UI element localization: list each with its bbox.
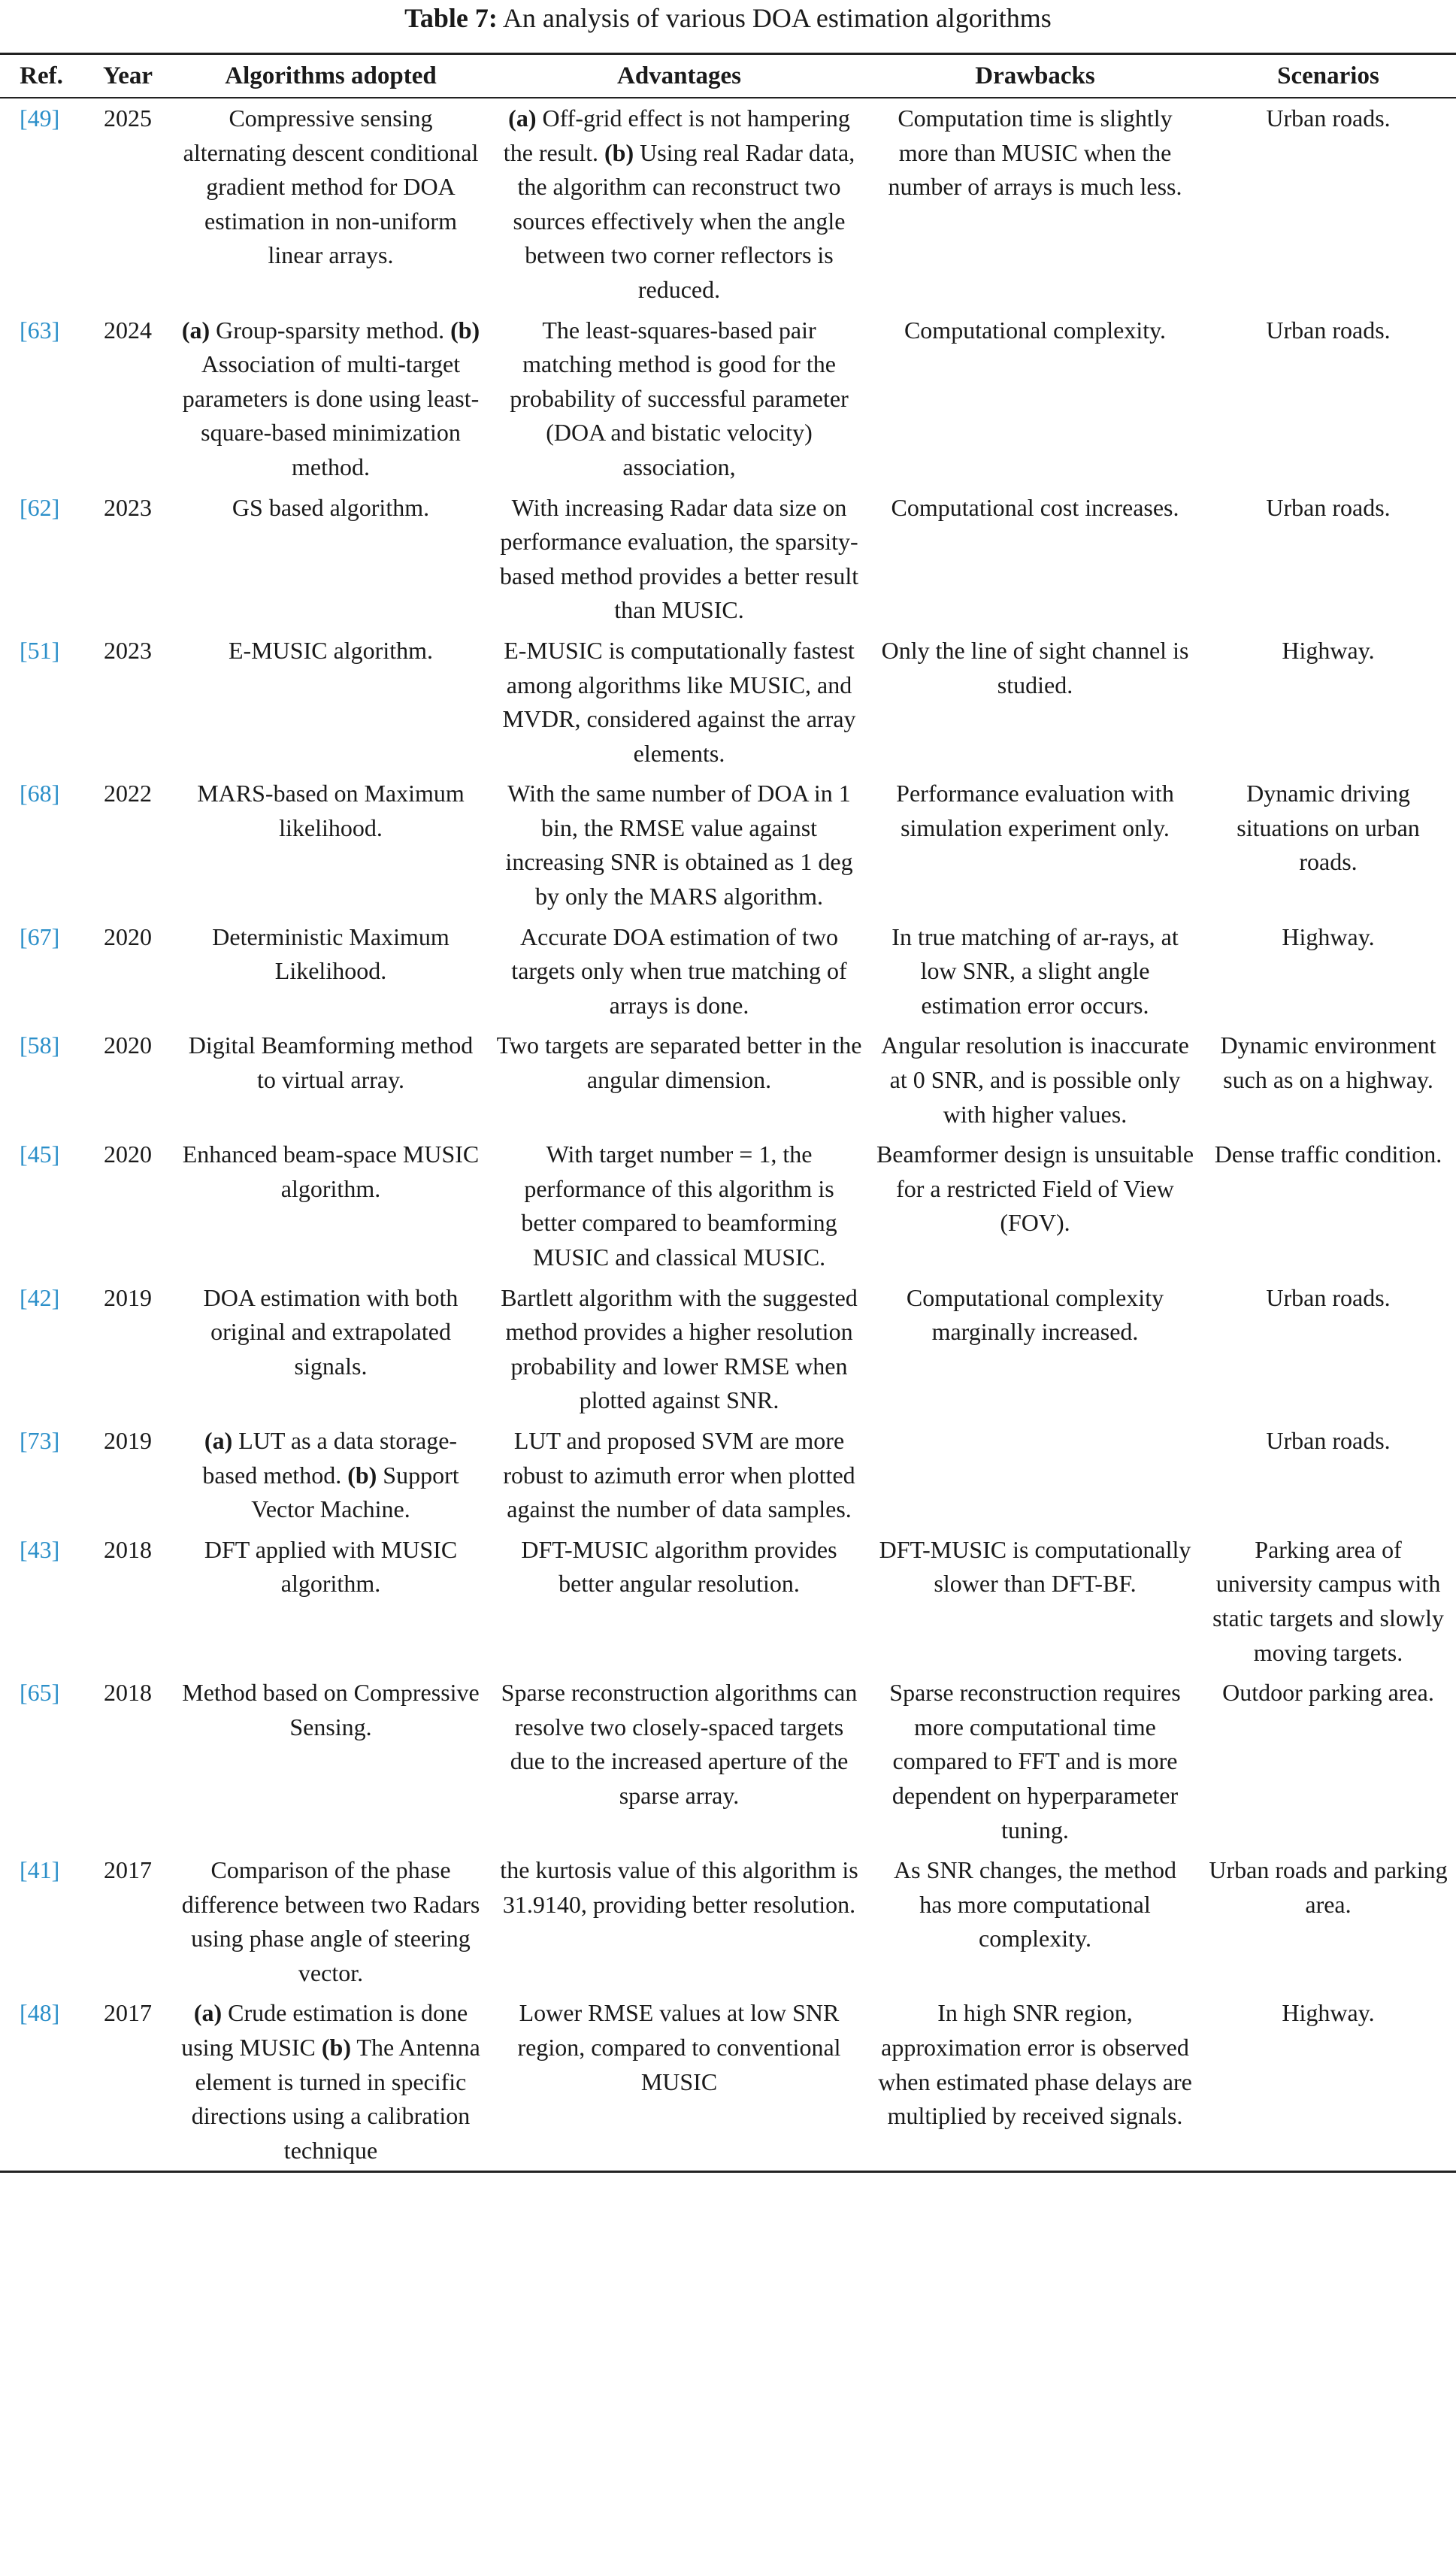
ref-link[interactable]: [58] (20, 1032, 60, 1059)
advantages-cell: With the same number of DOA in 1 bin, the RMSE value against increasing SNR is obtained as 1 deg by only the MARS algorithm. (505, 780, 853, 910)
header-ref: Ref. (0, 54, 83, 98)
advantages-cell: LUT and proposed SVM are more robust to azimuth error when plotted against the number of data samples. (503, 1426, 855, 1523)
algorithms-cell: DOA estimation with both original and extrapolated signals. (203, 1283, 459, 1380)
advantages-cell: Two targets are separated better in the angular dimension. (496, 1032, 862, 1094)
table-row (0, 1530, 1456, 1673)
algorithms-cell (173, 1421, 489, 1530)
scenarios-cell: Urban roads. (1266, 1426, 1391, 1454)
drawbacks-cell: DFT-MUSIC is computationally slower than DFT-BF. (879, 1535, 1191, 1598)
year-cell: 2020 (104, 1032, 152, 1059)
drawbacks-cell: Only the line of sight channel is studied. (881, 636, 1189, 698)
advantages-cell: Bartlett algorithm with the suggested method provides a higher resolution probability and lower RMSE when plotted against SNR. (501, 1283, 858, 1414)
ref-link[interactable]: [73] (20, 1426, 60, 1454)
advantages-cell: Accurate DOA estimation of two targets only when true matching of arrays is done. (511, 922, 847, 1019)
scenarios-cell: Outdoor parking area. (1222, 1679, 1434, 1707)
header-algorithms: Algorithms adopted (173, 54, 489, 98)
table-caption (0, 0, 1456, 48)
advantages-cell: DFT-MUSIC algorithm provides better angular resolution. (521, 1535, 837, 1598)
scenarios-cell: Urban roads. (1266, 493, 1391, 521)
ref-link[interactable]: [42] (20, 1283, 60, 1311)
table-row (0, 1135, 1456, 1277)
drawbacks-cell: Computational complexity marginally increased. (906, 1283, 1164, 1346)
table-row (0, 1850, 1456, 1993)
ref-link[interactable]: [63] (20, 316, 60, 344)
advantages-cell (489, 98, 870, 311)
scenarios-cell: Dynamic driving situations on urban roads. (1237, 780, 1420, 876)
ref-link[interactable]: [43] (20, 1535, 60, 1563)
ref-link[interactable]: [68] (20, 780, 60, 807)
scenarios-cell: Urban roads. (1266, 1283, 1391, 1311)
drawbacks-cell: Sparse reconstruction requires more computational time compared to FFT and is more dependent on hyperparameter tuning. (889, 1679, 1181, 1843)
item-label: (b) (347, 1461, 377, 1489)
table-row (0, 631, 1456, 774)
table-body (0, 98, 1456, 2172)
item-label: (a) (181, 316, 210, 344)
algorithms-cell: GS based algorithm. (232, 493, 430, 521)
scenarios-cell: Dense traffic condition. (1214, 1141, 1442, 1168)
drawbacks-cell: Beamformer design is unsuitable for a restricted Field of View (FOV). (876, 1141, 1194, 1237)
item-text: Using real Radar data, the algorithm can reconstruct two sources effectively when the angle between two corner reflectors is reduced. (513, 138, 855, 303)
item-text: Off-grid effect is not hampering the result. (503, 105, 850, 166)
item-label: (a) (204, 1426, 233, 1454)
algorithms-cell: Enhanced beam-space MUSIC algorithm. (182, 1141, 480, 1202)
table-row (0, 1673, 1456, 1850)
item-text: The Antenna element is turned in specific directions using a calibration technique (191, 2034, 480, 2164)
algorithms-cell: Comparison of the phase difference between two Radars using phase angle of steering vector. (181, 1856, 480, 1986)
ref-link[interactable]: [41] (20, 1856, 60, 1884)
algorithms-cell: E-MUSIC algorithm. (229, 636, 433, 664)
table-row (0, 488, 1456, 631)
year-cell: 2017 (104, 1856, 152, 1884)
ref-link[interactable]: [62] (20, 493, 60, 521)
header-year: Year (83, 54, 173, 98)
ref-link[interactable]: [67] (20, 922, 60, 950)
algorithms-cell: Compressive sensing alternating descent conditional gradient method for DOA estimation in non-uniform linear arrays. (183, 105, 479, 269)
table-row (0, 1421, 1456, 1530)
item-text: Crude estimation is done using MUSIC (181, 1999, 468, 2062)
drawbacks-cell: Computation time is slightly more than MUSIC when the number of arrays is much less. (888, 105, 1182, 201)
scenarios-cell: Dynamic environment such as on a highway. (1220, 1032, 1436, 1094)
header-scenarios: Scenarios (1200, 54, 1456, 98)
drawbacks-cell (870, 1421, 1200, 1530)
year-cell: 2023 (104, 636, 152, 664)
ref-link[interactable]: [65] (20, 1679, 60, 1707)
item-label: (b) (450, 316, 480, 344)
table-row (0, 1993, 1456, 2171)
advantages-cell: Sparse reconstruction algorithms can resolve two closely-spaced targets due to the increased aperture of the sparse array. (501, 1679, 858, 1809)
table-row (0, 311, 1456, 488)
advantages-cell: The least-squares-based pair matching method is good for the probability of successful parameter (DOA and bistatic velocity) association, (510, 316, 849, 480)
year-cell: 2025 (104, 105, 152, 132)
header-advantages: Advantages (489, 54, 870, 98)
scenarios-cell: Highway. (1282, 636, 1375, 664)
table-row (0, 1278, 1456, 1421)
algorithms-cell: Deterministic Maximum Likelihood. (212, 922, 450, 985)
drawbacks-cell: In true matching of ar-rays, at low SNR, a slight angle estimation error occurs. (891, 922, 1179, 1019)
scenarios-cell: Urban roads and parking area. (1209, 1856, 1448, 1918)
item-label: (a) (193, 1999, 222, 2027)
advantages-cell: With increasing Radar data size on performance evaluation, the sparsity-based method provides a better result than MUSIC. (499, 493, 859, 624)
ref-link[interactable]: [49] (20, 105, 60, 132)
algorithms-cell: DFT applied with MUSIC algorithm. (204, 1535, 458, 1598)
item-text: Association of multi-target parameters is done using least-square-based minimization method. (182, 350, 480, 480)
drawbacks-cell: Computational cost increases. (891, 493, 1179, 521)
ref-link[interactable]: [45] (20, 1141, 60, 1168)
scenarios-cell: Highway. (1282, 922, 1375, 950)
caption-text: An analysis of various DOA estimation algorithms (497, 3, 1052, 33)
drawbacks-cell: Performance evaluation with simulation experiment only. (896, 780, 1174, 841)
advantages-cell: Lower RMSE values at low SNR region, compared to conventional MUSIC (517, 1999, 841, 2095)
year-cell: 2022 (104, 780, 152, 807)
item-text: Support Vector Machine. (251, 1461, 459, 1523)
table-row (0, 98, 1456, 311)
drawbacks-cell: Computational complexity. (904, 316, 1167, 344)
drawbacks-cell: As SNR changes, the method has more computational complexity. (894, 1856, 1176, 1953)
year-cell: 2017 (104, 1999, 152, 2027)
year-cell: 2020 (104, 922, 152, 950)
algorithms-cell: Digital Beamforming method to virtual array. (188, 1032, 474, 1094)
scenarios-cell: Urban roads. (1266, 316, 1391, 344)
ref-link[interactable]: [48] (20, 1999, 60, 2027)
year-cell: 2019 (104, 1426, 152, 1454)
advantages-cell: the kurtosis value of this algorithm is 31.9140, providing better resolution. (500, 1856, 858, 1918)
table-row (0, 917, 1456, 1026)
scenarios-cell: Highway. (1282, 1999, 1375, 2027)
table-row (0, 1025, 1456, 1135)
item-label: (b) (321, 2034, 351, 2062)
table-row (0, 774, 1456, 916)
scenarios-cell: Parking area of university campus with static targets and slowly moving targets. (1212, 1535, 1444, 1666)
year-cell: 2023 (104, 493, 152, 521)
algorithms-cell (173, 311, 489, 488)
year-cell: 2024 (104, 316, 152, 344)
item-label: (b) (604, 138, 634, 166)
header-drawbacks: Drawbacks (870, 54, 1200, 98)
year-cell: 2020 (104, 1141, 152, 1168)
advantages-cell: With target number = 1, the performance of this algorithm is better compared to beamforming MUSIC and classical MUSIC. (521, 1141, 837, 1271)
algorithms-cell (173, 1993, 489, 2171)
year-cell: 2019 (104, 1283, 152, 1311)
item-text: Group-sparsity method. (210, 316, 451, 344)
scenarios-cell: Urban roads. (1266, 105, 1391, 132)
advantages-cell: E-MUSIC is computationally fastest among algorithms like MUSIC, and MVDR, considered against the array elements. (502, 636, 856, 767)
year-cell: 2018 (104, 1535, 152, 1563)
drawbacks-cell: Angular resolution is inaccurate at 0 SNR, and is possible only with higher values. (881, 1032, 1189, 1128)
doa-table (0, 53, 1456, 2173)
table-header (0, 54, 1456, 98)
caption-label: Table 7: (404, 3, 498, 33)
ref-link[interactable]: [51] (20, 636, 60, 664)
drawbacks-cell: In high SNR region, approximation error is observed when estimated phase delays are multiplied by received signals. (878, 1999, 1192, 2130)
year-cell: 2018 (104, 1679, 152, 1707)
algorithms-cell: MARS-based on Maximum likelihood. (197, 780, 465, 841)
item-text: LUT as a data storage-based method. (202, 1426, 458, 1489)
item-label: (a) (508, 105, 537, 132)
algorithms-cell: Method based on Compressive Sensing. (182, 1679, 480, 1740)
